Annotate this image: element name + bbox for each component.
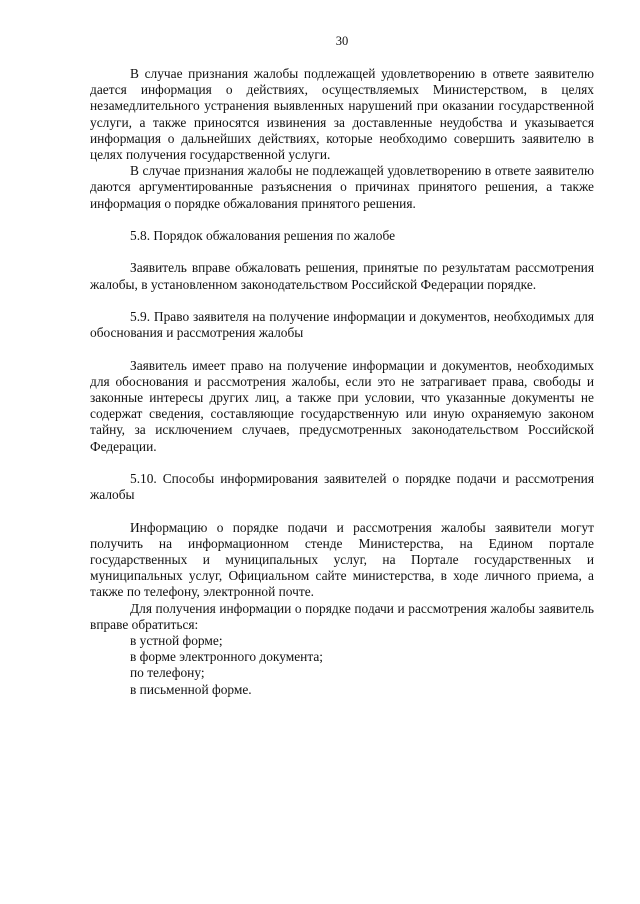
section-5-10-text-1: Информацию о порядке подачи и рассмотрения жалобы заявители могут получить на информационном стенде Министерства, на Едином портале государственных и муниципальных услуг, на Портале государственных и муниципальных услуг, Официальном сайте министерства, в ходе личного приема, а также по телефону, электронной почте.	[90, 519, 594, 600]
list-item: в письменной форме.	[130, 681, 252, 697]
section-5-8-text: Заявитель вправе обжаловать решения, принятые по результатам рассмотрения жалобы, в установленном законодательством Российской Федерации порядке.	[90, 260, 594, 292]
section-5-9-text: Заявитель имеет право на получение информации и документов, необходимых для обоснования и рассмотрения жалобы, если это не затрагивает права, свободы и законные интересы других лиц, а также при условии, что указанные документы не содержат сведения, составляющие государственную или иную охраняемую законом тайну, за исключением случаев, предусмотренных законодательством Российской Федерации.	[90, 357, 594, 454]
spacer	[90, 455, 594, 471]
spacer	[90, 341, 594, 357]
list-item: в устной форме;	[130, 633, 223, 649]
list-item: в форме электронного документа;	[130, 649, 323, 665]
list-item: по телефону;	[130, 665, 205, 681]
spacer	[90, 293, 594, 309]
spacer	[90, 503, 594, 519]
section-5-10-heading: 5.10. Способы информирования заявителей о порядке подачи и рассмотрения жалобы	[90, 471, 594, 503]
section-5-10-text-2: Для получения информации о порядке подачи и рассмотрения жалобы заявитель вправе обратиться:	[90, 600, 594, 632]
section-5-8-heading: 5.8. Порядок обжалования решения по жалобе	[130, 228, 396, 244]
spacer	[90, 212, 594, 228]
spacer	[90, 244, 594, 260]
paragraph-unsatisfied-complaint: В случае признания жалобы не подлежащей удовлетворению в ответе заявителю даются аргументированные разъяснения о причинах принятого решения, а также информация о порядке обжалования принятого решения.	[90, 163, 594, 211]
section-5-9-heading: 5.9. Право заявителя на получение информации и документов, необходимых для обоснования и рассмотрения жалобы	[90, 309, 594, 341]
page-number: 30	[335, 34, 349, 48]
document-page	[90, 34, 594, 698]
paragraph-satisfied-complaint: В случае признания жалобы подлежащей удовлетворению в ответе заявителю дается информация о действиях, осуществляемых Министерством, в целях незамедлительного устранения выявленных нарушений при оказании государственной услуги, а также приносятся извинения за доставленные неудобства и указывается информация о дальнейших действиях, которые необходимо совершить заявителю в целях получения государственной услуги.	[90, 66, 594, 163]
